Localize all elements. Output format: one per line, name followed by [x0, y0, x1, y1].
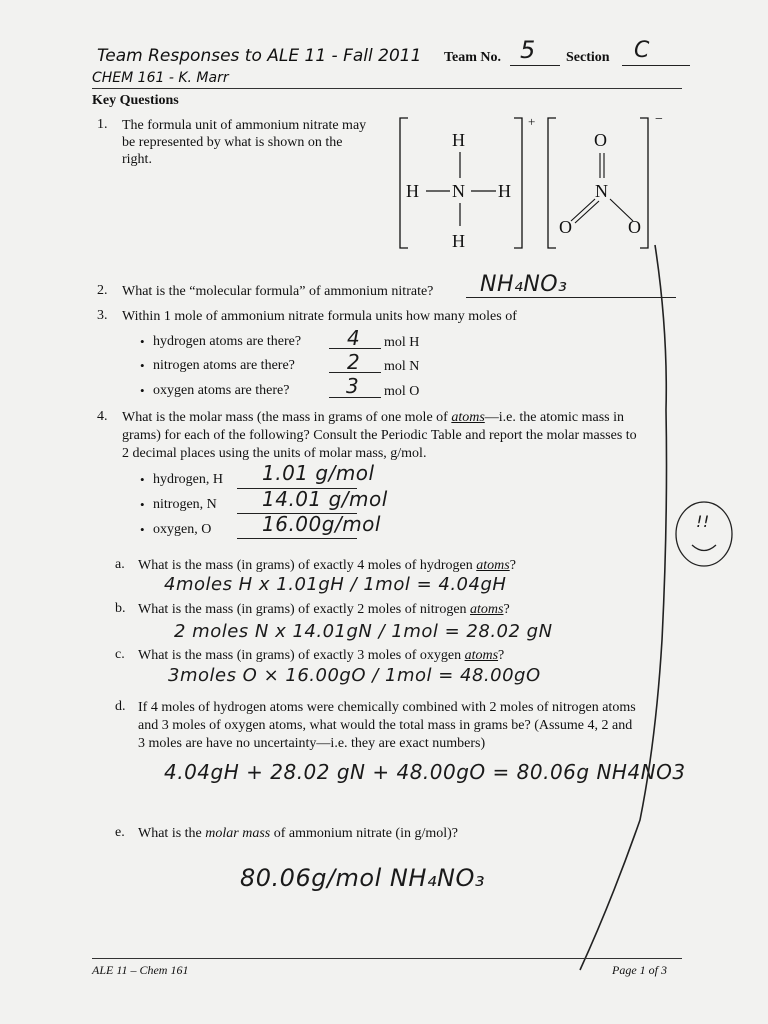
part-d-text-line1: If 4 moles of hydrogen atoms were chemically combined with 2 moles of nitrogen atoms [138, 700, 636, 715]
hand-drawn-margin-line [580, 245, 667, 970]
nitrate-charge: − [655, 112, 663, 127]
q4-item-label: nitrogen, N [153, 497, 217, 512]
q4-item-label: oxygen, O [153, 522, 212, 537]
q4-item-answer: 16.00g/mol [262, 512, 381, 536]
q1-number: 1. [97, 117, 108, 132]
q4-item-answer: 1.01 g/mol [262, 461, 375, 485]
part-b-work: 2 moles N x 14.01gN / 1mol = 28.02 gN [174, 621, 553, 642]
ammonium-h-top: H [452, 130, 465, 150]
key-questions-heading: Key Questions [92, 93, 179, 108]
ammonium-n: N [452, 181, 465, 201]
bullet-icon: • [140, 497, 145, 512]
section-label: Section [566, 50, 610, 65]
q3-item-answer: 2 [347, 350, 361, 374]
bullet-icon: • [140, 383, 145, 398]
team-label: Team No. [444, 50, 502, 65]
q4-text-line1: What is the molar mass (the mass in grams of one mole of atoms—i.e. the atomic mass in [122, 410, 624, 425]
q3-item-label: nitrogen atoms are there? [153, 358, 295, 373]
bullet-icon: • [140, 334, 145, 349]
q3-item-answer: 4 [347, 326, 361, 350]
ammonium-h-left: H [406, 181, 419, 201]
q4-text-line2: grams) for each of the following? Consult the Periodic Table and report the molar masses to [122, 428, 637, 443]
nitrate-o-top: O [594, 130, 607, 150]
q2-text: What is the “molecular formula” of ammonium nitrate? [122, 284, 434, 299]
part-a-text: What is the mass (in grams) of exactly 4 moles of hydrogen atoms? [138, 558, 516, 573]
part-e-work: 80.06g/mol NH₄NO₃ [240, 864, 485, 892]
nitrate-n: N [595, 181, 608, 201]
part-a-label: a. [115, 557, 125, 572]
part-a-work: 4moles H x 1.01gH / 1mol = 4.04gH [164, 574, 507, 595]
smiley-mouth [692, 545, 716, 551]
q4-item-label: hydrogen, H [153, 472, 223, 487]
bullet-icon: • [140, 522, 145, 537]
document-title: Team Responses to ALE 11 - Fall 2011 [97, 46, 422, 66]
footer-left: ALE 11 – Chem 161 [92, 963, 189, 977]
ammonium-h-right: H [498, 181, 511, 201]
q3-item-unit: mol N [384, 359, 420, 374]
q4-number: 4. [97, 409, 108, 424]
q3-number: 3. [97, 308, 108, 323]
q3-text: Within 1 mole of ammonium nitrate formula units how many moles of [122, 309, 517, 324]
q3-item-answer: 3 [346, 374, 360, 398]
course-subtitle: CHEM 161 - K. Marr [92, 70, 229, 86]
part-d-work: 4.04gH + 28.02 gN + 48.00gO = 80.06g NH4NO3 [164, 760, 686, 784]
section-answer: C [634, 38, 650, 63]
team-number-answer: 5 [520, 36, 536, 64]
ammonium-h-bottom: H [452, 231, 465, 251]
part-e-text: What is the molar mass of ammonium nitrate (in g/mol)? [138, 826, 459, 841]
bullet-icon: • [140, 358, 145, 373]
q3-item-unit: mol H [384, 335, 420, 350]
part-b-text: What is the mass (in grams) of exactly 2 moles of nitrogen atoms? [138, 602, 510, 617]
q2-answer: NH₄NO₃ [480, 272, 568, 297]
part-b-label: b. [115, 601, 126, 616]
part-d-text-line2: and 3 moles of oxygen atoms, what would the total mass in grams be? (Assume 4, 2 and [138, 718, 633, 733]
part-c-work: 3moles O × 16.00gO / 1mol = 48.00gO [168, 665, 541, 686]
part-d-text-line3: 3 moles are have no uncertainty—i.e. they are exact numbers) [138, 736, 486, 751]
q2-number: 2. [97, 283, 108, 298]
footer-page-number: Page 1 of 3 [612, 963, 667, 977]
doodle-eyes: !! [696, 512, 710, 531]
q3-item-label: oxygen atoms are there? [153, 383, 290, 398]
part-c-text: What is the mass (in grams) of exactly 3 moles of oxygen atoms? [138, 648, 505, 663]
q3-item-unit: mol O [384, 384, 420, 399]
q1-text: The formula unit of ammonium nitrate may be represented by what is shown on the right. [122, 118, 367, 167]
nitrate-o-left: O [559, 217, 572, 237]
bullet-icon: • [140, 472, 145, 487]
q3-item-label: hydrogen atoms are there? [153, 334, 302, 349]
part-c-label: c. [115, 647, 125, 662]
footer-rule [92, 958, 682, 959]
nitrate-o-right: O [628, 217, 641, 237]
part-e-label: e. [115, 825, 125, 840]
ammonium-charge: + [528, 114, 536, 129]
q4-item-answer: 14.01 g/mol [262, 487, 388, 511]
q4-text-line3: 2 decimal places using the units of molar mass, g/mol. [122, 446, 427, 461]
part-d-label: d. [115, 699, 126, 714]
